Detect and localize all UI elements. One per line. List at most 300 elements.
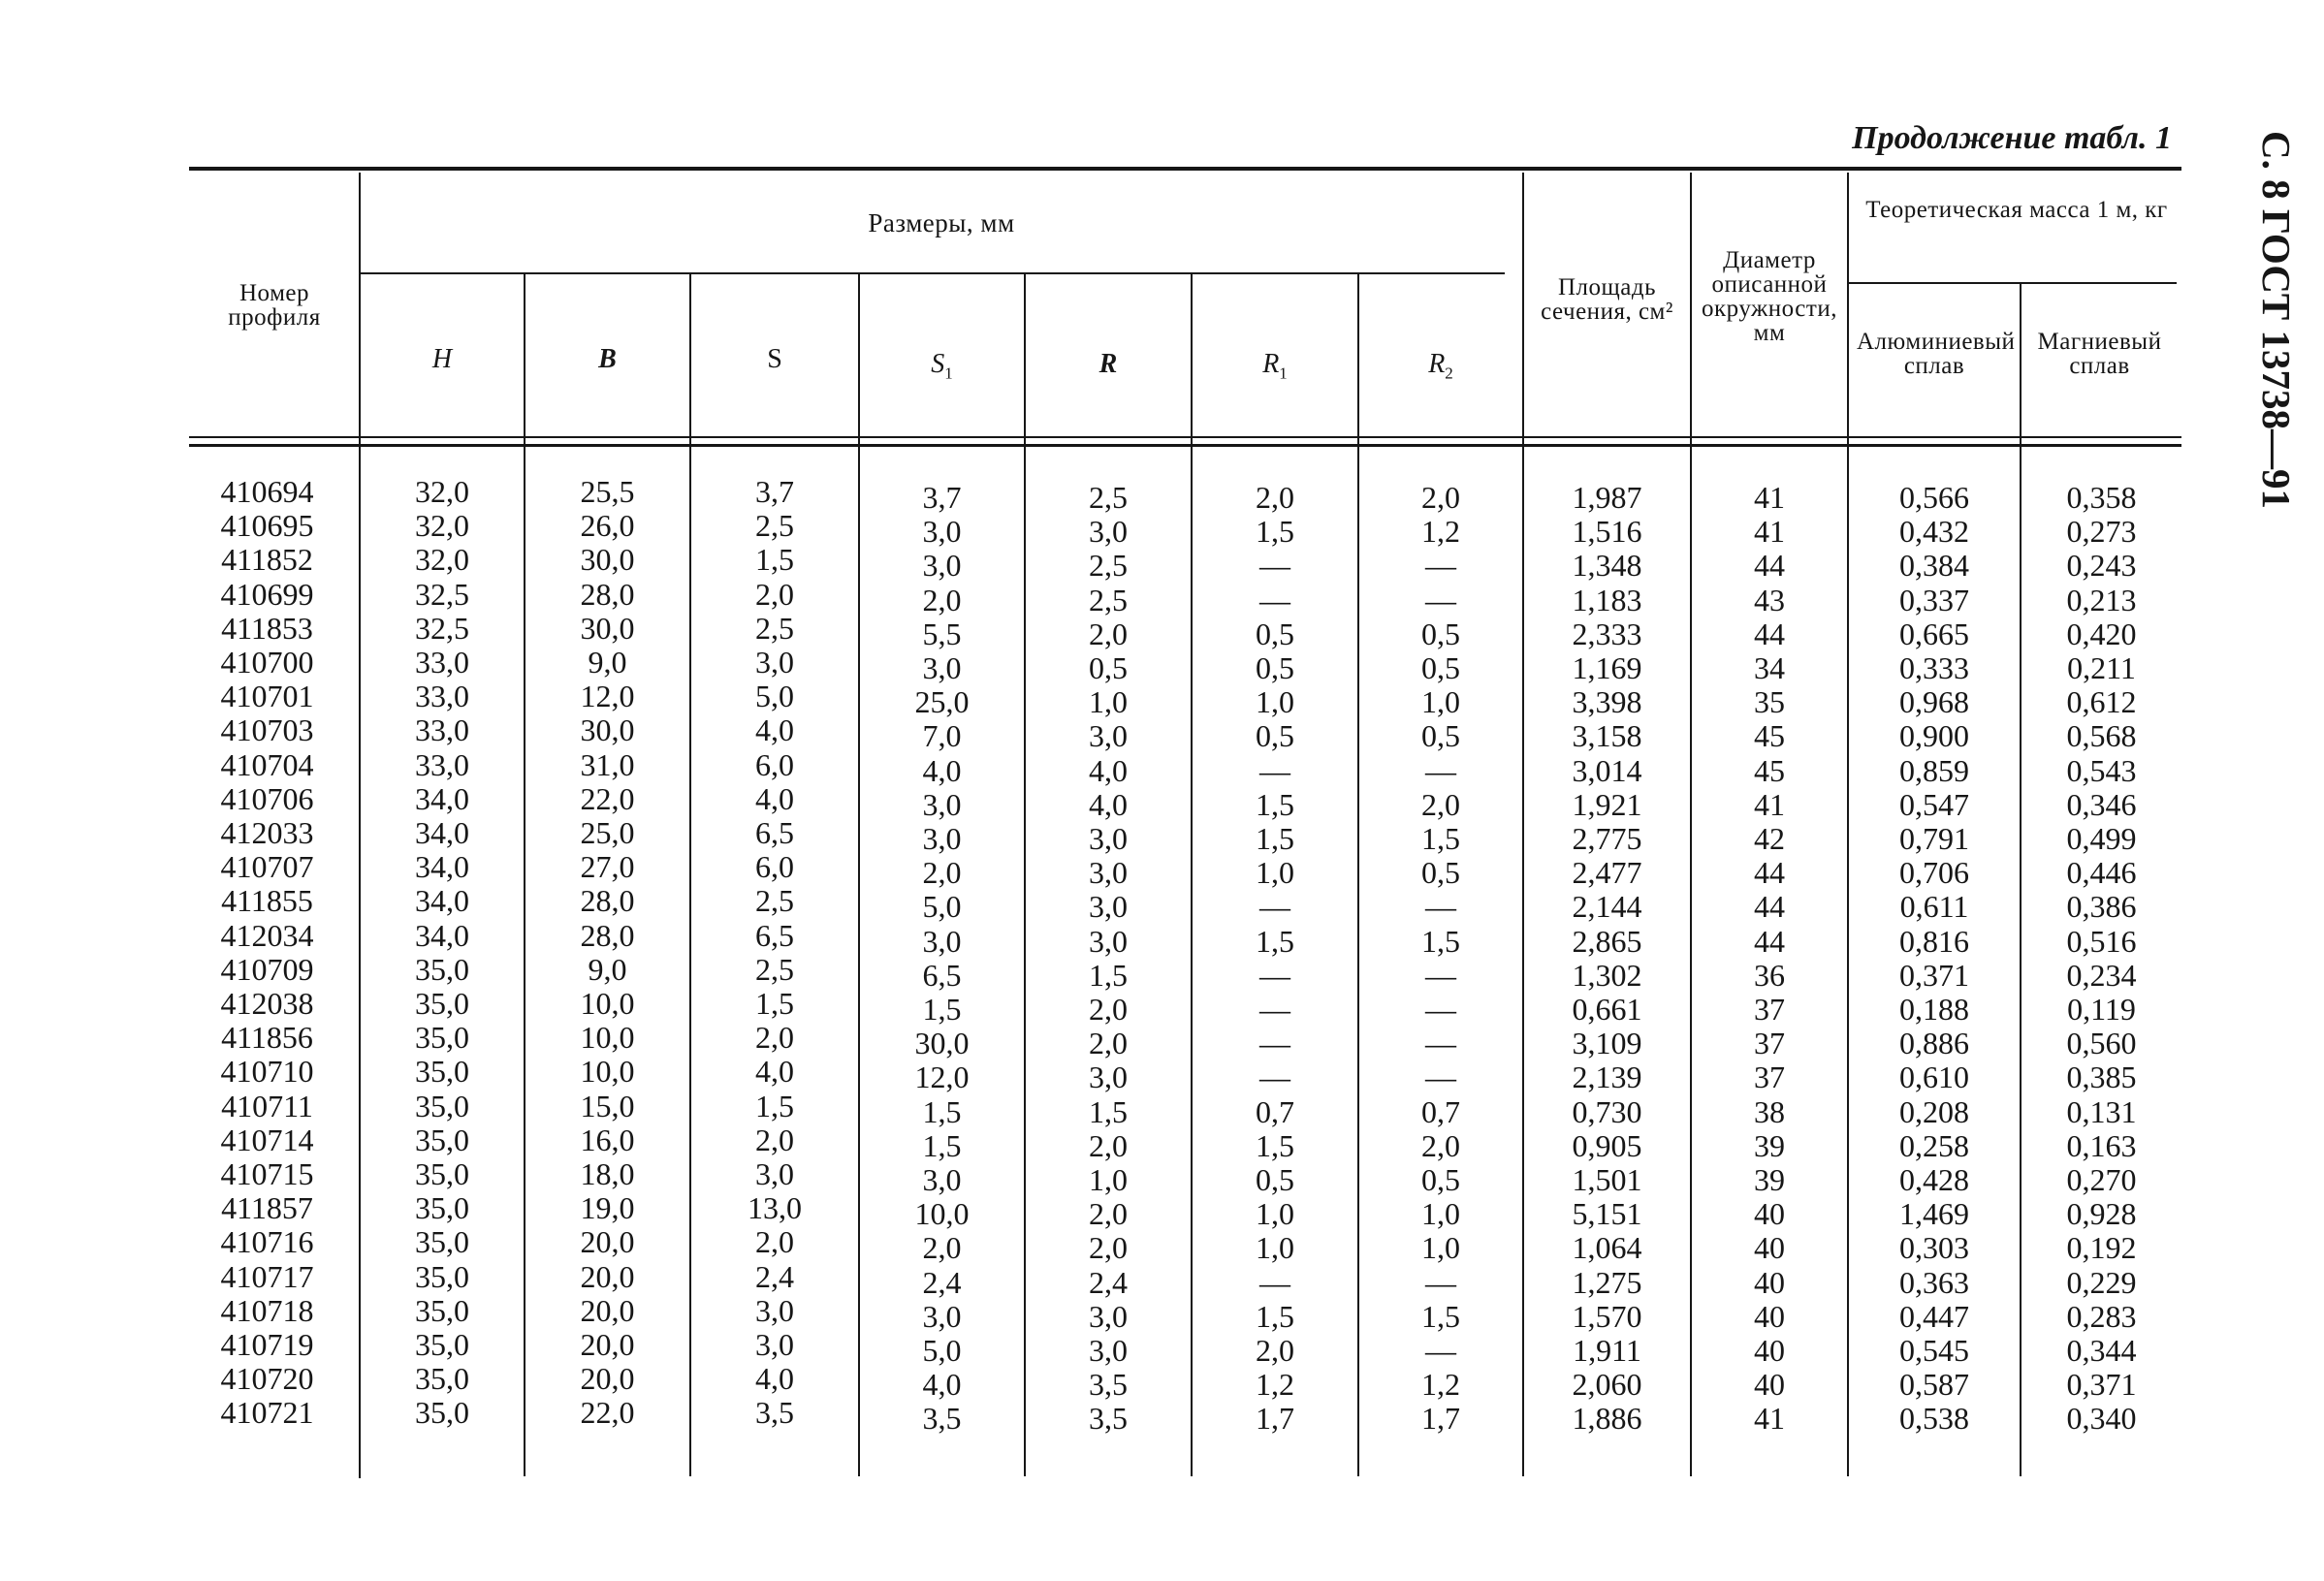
profile-number: 411852	[221, 542, 313, 578]
H-value: 32,5	[415, 610, 469, 646]
B-value: 20,0	[580, 1327, 635, 1362]
B-value: 20,0	[580, 1361, 635, 1397]
magnesium-mass-value: 0,283	[2066, 1298, 2137, 1334]
diameter-value: 37	[1754, 1026, 1785, 1061]
magnesium-mass-value: 0,211	[2067, 650, 2136, 685]
area-value: 3,014	[1572, 752, 1642, 788]
area-value: 3,158	[1572, 718, 1642, 754]
R-value: 3,5	[1089, 1401, 1128, 1437]
magnesium-mass-value: 0,229	[2066, 1264, 2137, 1300]
H-value: 35,0	[415, 1327, 469, 1362]
B-value: 25,0	[580, 815, 635, 850]
S1-value: 5,5	[922, 616, 962, 651]
magnesium-mass-value: 0,543	[2066, 752, 2137, 788]
S1-value: 4,0	[922, 752, 962, 788]
aluminium-mass-value: 0,337	[1899, 582, 1969, 617]
R-value: 3,0	[1089, 923, 1128, 959]
R-value: 4,0	[1089, 786, 1128, 822]
S-value: 4,0	[755, 712, 794, 748]
R-value: 1,5	[1089, 1093, 1128, 1129]
H-value: 35,0	[415, 1395, 469, 1431]
profile-number: 411856	[221, 1020, 313, 1056]
diameter-value: 41	[1754, 514, 1785, 550]
diameter-value: 42	[1754, 821, 1785, 856]
profile-number: 410709	[220, 951, 314, 987]
B-value: 28,0	[580, 917, 635, 953]
R1-value: 1,0	[1256, 855, 1294, 891]
profile-number: 412038	[220, 986, 314, 1021]
magnesium-mass-value: 0,213	[2066, 582, 2137, 617]
aluminium-mass-value: 0,816	[1899, 923, 1969, 959]
H-value: 35,0	[415, 1224, 469, 1260]
R-value: 3,0	[1089, 514, 1128, 550]
area-value: 1,921	[1572, 786, 1642, 822]
diameter-value: 41	[1754, 480, 1785, 515]
profile-number: 410720	[220, 1361, 314, 1397]
area-value: 0,661	[1572, 992, 1642, 1027]
S-value: 13,0	[748, 1190, 802, 1226]
diameter-value: 43	[1754, 582, 1785, 617]
S-value: 4,0	[755, 1054, 794, 1090]
area-value: 2,775	[1572, 821, 1642, 856]
R2-value: 1,0	[1421, 1196, 1460, 1232]
R-value: 3,0	[1089, 718, 1128, 754]
B-value: 15,0	[580, 1088, 635, 1123]
profile-number: 410707	[220, 849, 314, 885]
B-value: 27,0	[580, 849, 635, 885]
profile-number: 410719	[220, 1327, 314, 1362]
header-profile-number: Номер профиля	[228, 280, 321, 331]
R2-value: —	[1425, 548, 1456, 584]
S1-value: 2,0	[922, 855, 962, 891]
area-value: 3,109	[1572, 1026, 1642, 1061]
H-value: 34,0	[415, 917, 469, 953]
magnesium-mass-value: 0,371	[2066, 1367, 2137, 1403]
magnesium-mass-value: 0,385	[2066, 1059, 2137, 1095]
R-value: 2,0	[1089, 992, 1128, 1027]
R1-value: 2,0	[1256, 480, 1294, 515]
S-value: 2,5	[755, 610, 794, 646]
R1-value: 0,5	[1256, 1162, 1294, 1197]
header-dimensions-group: Размеры, мм	[868, 208, 1015, 237]
R1-value: 1,7	[1256, 1401, 1294, 1437]
H-value: 34,0	[415, 883, 469, 919]
R2-value: 1,2	[1421, 514, 1460, 550]
aluminium-mass-value: 0,791	[1899, 821, 1969, 856]
B-value: 30,0	[580, 712, 635, 748]
aluminium-mass-value: 0,371	[1899, 957, 1969, 993]
S-value: 1,5	[755, 1088, 794, 1123]
aluminium-mass-value: 0,886	[1899, 1026, 1969, 1061]
aluminium-mass-value: 0,859	[1899, 752, 1969, 788]
magnesium-mass-value: 0,344	[2066, 1333, 2137, 1368]
R-value: 0,5	[1089, 650, 1128, 685]
R2-value: 0,5	[1421, 616, 1460, 651]
profile-number: 410718	[220, 1292, 314, 1328]
R2-value: 0,7	[1421, 1093, 1460, 1129]
diameter-value: 34	[1754, 650, 1785, 685]
R1-value: 1,0	[1256, 1230, 1294, 1266]
profile-number: 410694	[220, 474, 314, 509]
H-value: 35,0	[415, 1156, 469, 1191]
R2-value: 1,2	[1421, 1367, 1460, 1403]
profile-number: 410711	[221, 1088, 313, 1123]
B-value: 26,0	[580, 508, 635, 544]
R2-value: —	[1425, 752, 1456, 788]
R-value: 2,0	[1089, 1196, 1128, 1232]
profile-number: 410701	[220, 679, 314, 714]
diameter-value: 41	[1754, 1401, 1785, 1437]
H-value: 33,0	[415, 679, 469, 714]
R-value: 1,0	[1089, 684, 1128, 720]
profile-number: 410695	[220, 508, 314, 544]
R-value: 2,0	[1089, 1230, 1128, 1266]
S1-value: 3,0	[922, 650, 962, 685]
page-label: С. 8 ГОСТ 13738—91	[2254, 131, 2299, 510]
S-value: 1,5	[755, 986, 794, 1021]
magnesium-mass-value: 0,516	[2066, 923, 2137, 959]
header-S: S	[767, 344, 782, 374]
R-value: 1,0	[1089, 1162, 1128, 1197]
R2-value: 1,0	[1421, 1230, 1460, 1266]
S1-value: 3,0	[922, 786, 962, 822]
R2-value: —	[1425, 889, 1456, 925]
aluminium-mass-value: 0,363	[1899, 1264, 1969, 1300]
S-value: 3,0	[755, 1292, 794, 1328]
aluminium-mass-value: 0,303	[1899, 1230, 1969, 1266]
R2-value: 0,5	[1421, 650, 1460, 685]
area-value: 1,064	[1572, 1230, 1642, 1266]
area-value: 2,477	[1572, 855, 1642, 891]
R1-value: 1,5	[1256, 514, 1294, 550]
S-value: 3,0	[755, 645, 794, 680]
S-value: 2,0	[755, 576, 794, 612]
S-value: 6,5	[755, 815, 794, 850]
profile-number: 410714	[220, 1122, 314, 1157]
diameter-value: 39	[1754, 1162, 1785, 1197]
S1-value: 6,5	[922, 957, 962, 993]
diameter-value: 44	[1754, 889, 1785, 925]
profile-number: 410699	[220, 576, 314, 612]
R1-value: 0,5	[1256, 650, 1294, 685]
S1-value: 12,0	[914, 1059, 970, 1095]
R2-value: 0,5	[1421, 855, 1460, 891]
header-rule-1	[189, 436, 2181, 438]
H-value: 32,0	[415, 474, 469, 509]
H-value: 33,0	[415, 746, 469, 782]
aluminium-mass-value: 0,258	[1899, 1127, 1969, 1163]
R1-value: 1,5	[1256, 821, 1294, 856]
profile-number: 410700	[220, 645, 314, 680]
area-value: 2,144	[1572, 889, 1642, 925]
R2-value: —	[1425, 1264, 1456, 1300]
aluminium-mass-value: 0,428	[1899, 1162, 1969, 1197]
magnesium-mass-value: 0,420	[2066, 616, 2137, 651]
R1-value: 1,0	[1256, 1196, 1294, 1232]
area-value: 0,905	[1572, 1127, 1642, 1163]
S-value: 5,0	[755, 679, 794, 714]
table-caption: Продолжение табл. 1	[1852, 120, 2172, 156]
B-value: 30,0	[580, 610, 635, 646]
diameter-value: 44	[1754, 855, 1785, 891]
S-value: 2,5	[755, 951, 794, 987]
area-value: 1,302	[1572, 957, 1642, 993]
S1-value: 2,4	[922, 1264, 962, 1300]
B-value: 20,0	[580, 1224, 635, 1260]
S1-value: 3,0	[922, 923, 962, 959]
H-value: 35,0	[415, 1054, 469, 1090]
aluminium-mass-value: 0,587	[1899, 1367, 1969, 1403]
S1-value: 1,5	[922, 1093, 962, 1129]
diameter-value: 45	[1754, 718, 1785, 754]
aluminium-mass-value: 0,188	[1899, 992, 1969, 1027]
diameter-value: 37	[1754, 1059, 1785, 1095]
R2-value: 1,5	[1421, 821, 1460, 856]
R1-value: 1,2	[1256, 1367, 1294, 1403]
S-value: 2,0	[755, 1224, 794, 1260]
B-value: 28,0	[580, 576, 635, 612]
R1-value: —	[1259, 1059, 1290, 1095]
aluminium-mass-value: 0,900	[1899, 718, 1969, 754]
H-value: 34,0	[415, 815, 469, 850]
B-value: 25,5	[580, 474, 635, 509]
S1-value: 2,0	[922, 582, 962, 617]
header-H: H	[431, 344, 453, 374]
H-value: 35,0	[415, 1122, 469, 1157]
R1-value: 0,5	[1256, 718, 1294, 754]
diameter-value: 40	[1754, 1230, 1785, 1266]
S1-value: 2,0	[922, 1230, 962, 1266]
profile-number: 412034	[220, 917, 314, 953]
profile-number: 411855	[221, 883, 313, 919]
magnesium-mass-value: 0,346	[2066, 786, 2137, 822]
profile-number: 412033	[220, 815, 314, 850]
magnesium-mass-value: 0,446	[2066, 855, 2137, 891]
R1-value: —	[1259, 957, 1290, 993]
S1-value: 3,0	[922, 1162, 962, 1197]
area-value: 3,398	[1572, 684, 1642, 720]
magnesium-mass-value: 0,163	[2066, 1127, 2137, 1163]
R2-value: 0,5	[1421, 1162, 1460, 1197]
R-value: 2,0	[1089, 1127, 1128, 1163]
R1-value: —	[1259, 1026, 1290, 1061]
aluminium-mass-value: 0,610	[1899, 1059, 1969, 1095]
profile-number: 410704	[220, 746, 314, 782]
R-value: 3,0	[1089, 1333, 1128, 1368]
S-value: 3,0	[755, 1327, 794, 1362]
S1-value: 5,0	[922, 889, 962, 925]
area-value: 2,333	[1572, 616, 1642, 651]
magnesium-mass-value: 0,270	[2066, 1162, 2137, 1197]
aluminium-mass-value: 0,611	[1899, 889, 1969, 925]
R1-value: 1,5	[1256, 923, 1294, 959]
S-value: 6,5	[755, 917, 794, 953]
S-value: 2,0	[755, 1020, 794, 1056]
area-value: 1,275	[1572, 1264, 1642, 1300]
H-value: 32,0	[415, 508, 469, 544]
H-value: 34,0	[415, 780, 469, 816]
profile-number: 410715	[220, 1156, 314, 1191]
R-value: 3,0	[1089, 1298, 1128, 1334]
area-value: 5,151	[1572, 1196, 1642, 1232]
diameter-value: 39	[1754, 1127, 1785, 1163]
S1-value: 25,0	[914, 684, 970, 720]
S-value: 2,4	[755, 1258, 794, 1294]
S-value: 1,5	[755, 542, 794, 578]
R2-value: —	[1425, 1026, 1456, 1061]
H-value: 35,0	[415, 1292, 469, 1328]
R2-value: —	[1425, 1333, 1456, 1368]
S1-value: 3,0	[922, 1298, 962, 1334]
header-diameter: Диаметр описанной окружности, мм	[1702, 247, 1837, 346]
H-value: 35,0	[415, 951, 469, 987]
profile-number: 411853	[221, 610, 313, 646]
magnesium-mass-value: 0,560	[2066, 1026, 2137, 1061]
header-area: Площадь сечения, см²	[1541, 274, 1673, 325]
R-value: 1,5	[1089, 957, 1128, 993]
area-value: 1,911	[1573, 1333, 1641, 1368]
R2-value: 2,0	[1421, 1127, 1460, 1163]
header-magnesium: Магниевый сплав	[2037, 329, 2162, 379]
S-value: 4,0	[755, 780, 794, 816]
S-value: 3,5	[755, 1395, 794, 1431]
magnesium-mass-value: 0,499	[2066, 821, 2137, 856]
aluminium-mass-value: 0,665	[1899, 616, 1969, 651]
B-value: 10,0	[580, 1054, 635, 1090]
diameter-value: 41	[1754, 786, 1785, 822]
H-value: 35,0	[415, 1190, 469, 1226]
diameter-value: 44	[1754, 616, 1785, 651]
B-value: 16,0	[580, 1122, 635, 1157]
R2-value: —	[1425, 582, 1456, 617]
H-value: 32,0	[415, 542, 469, 578]
diameter-value: 35	[1754, 684, 1785, 720]
R1-value: 1,0	[1256, 684, 1294, 720]
S1-value: 30,0	[914, 1026, 970, 1061]
S-value: 4,0	[755, 1361, 794, 1397]
H-value: 35,0	[415, 1088, 469, 1123]
S-value: 3,7	[755, 474, 794, 509]
diameter-value: 40	[1754, 1264, 1785, 1300]
aluminium-mass-value: 0,547	[1899, 786, 1969, 822]
R2-value: —	[1425, 1059, 1456, 1095]
diameter-value: 37	[1754, 992, 1785, 1027]
diameter-value: 36	[1754, 957, 1785, 993]
magnesium-mass-value: 0,273	[2066, 514, 2137, 550]
R1-value: —	[1259, 582, 1290, 617]
S1-value: 10,0	[914, 1196, 970, 1232]
H-value: 34,0	[415, 849, 469, 885]
aluminium-mass-value: 0,706	[1899, 855, 1969, 891]
header-R2: $R_2$	[1428, 349, 1453, 383]
R2-value: 2,0	[1421, 786, 1460, 822]
profile-number: 410721	[220, 1395, 314, 1431]
aluminium-mass-value: 0,333	[1899, 650, 1969, 685]
S1-value: 1,5	[922, 1127, 962, 1163]
S1-value: 3,5	[922, 1401, 962, 1437]
S-value: 6,0	[755, 746, 794, 782]
S1-value: 3,7	[922, 480, 962, 515]
R1-value: —	[1259, 889, 1290, 925]
area-value: 1,987	[1572, 480, 1642, 515]
area-value: 0,730	[1572, 1093, 1642, 1129]
profile-number: 411857	[221, 1190, 313, 1226]
H-value: 35,0	[415, 1258, 469, 1294]
profile-number: 410703	[220, 712, 314, 748]
B-value: 12,0	[580, 679, 635, 714]
R-value: 2,4	[1089, 1264, 1128, 1300]
R-value: 3,0	[1089, 1059, 1128, 1095]
diameter-value: 38	[1754, 1093, 1785, 1129]
area-value: 1,886	[1572, 1401, 1642, 1437]
B-value: 9,0	[588, 951, 627, 987]
diameter-value: 40	[1754, 1298, 1785, 1334]
H-value: 32,5	[415, 576, 469, 612]
B-value: 22,0	[580, 1395, 635, 1431]
area-value: 2,865	[1572, 923, 1642, 959]
S1-value: 3,0	[922, 821, 962, 856]
profile-number: 410710	[220, 1054, 314, 1090]
area-value: 1,183	[1572, 582, 1642, 617]
B-value: 10,0	[580, 1020, 635, 1056]
B-value: 18,0	[580, 1156, 635, 1191]
header-rule-2	[189, 444, 2181, 447]
header-mass-group: Теоретическая масса 1 м, кг	[1865, 197, 2168, 223]
aluminium-mass-value: 1,469	[1899, 1196, 1969, 1232]
B-value: 9,0	[588, 645, 627, 680]
B-value: 20,0	[580, 1292, 635, 1328]
R2-value: —	[1425, 992, 1456, 1027]
S-value: 3,0	[755, 1156, 794, 1191]
R-value: 4,0	[1089, 752, 1128, 788]
R2-value: 2,0	[1421, 480, 1460, 515]
R1-value: 2,0	[1256, 1333, 1294, 1368]
B-value: 30,0	[580, 542, 635, 578]
magnesium-mass-value: 0,386	[2066, 889, 2137, 925]
R-value: 2,5	[1089, 582, 1128, 617]
aluminium-mass-value: 0,538	[1899, 1401, 1969, 1437]
R-value: 3,0	[1089, 821, 1128, 856]
magnesium-mass-value: 0,131	[2066, 1093, 2137, 1129]
header-S1: $S_1$	[931, 349, 953, 383]
aluminium-mass-value: 0,566	[1899, 480, 1969, 515]
profile-number: 410716	[220, 1224, 314, 1260]
area-value: 2,060	[1572, 1367, 1642, 1403]
R-value: 2,0	[1089, 1026, 1128, 1061]
R2-value: 0,5	[1421, 718, 1460, 754]
H-value: 35,0	[415, 1020, 469, 1056]
area-value: 1,501	[1572, 1162, 1642, 1197]
area-value: 1,348	[1572, 548, 1642, 584]
S1-value: 3,0	[922, 514, 962, 550]
B-value: 10,0	[580, 986, 635, 1021]
R-value: 2,5	[1089, 548, 1128, 584]
diameter-value: 40	[1754, 1367, 1785, 1403]
diameter-value: 45	[1754, 752, 1785, 788]
magnesium-mass-value: 0,568	[2066, 718, 2137, 754]
top-border	[189, 167, 2181, 171]
aluminium-mass-value: 0,384	[1899, 548, 1969, 584]
H-value: 33,0	[415, 645, 469, 680]
R-value: 3,5	[1089, 1367, 1128, 1403]
S-value: 6,0	[755, 849, 794, 885]
magnesium-mass-value: 0,192	[2066, 1230, 2137, 1266]
area-value: 1,516	[1572, 514, 1642, 550]
B-value: 28,0	[580, 883, 635, 919]
magnesium-mass-value: 0,340	[2066, 1401, 2137, 1437]
area-value: 2,139	[1572, 1059, 1642, 1095]
R1-value: —	[1259, 992, 1290, 1027]
